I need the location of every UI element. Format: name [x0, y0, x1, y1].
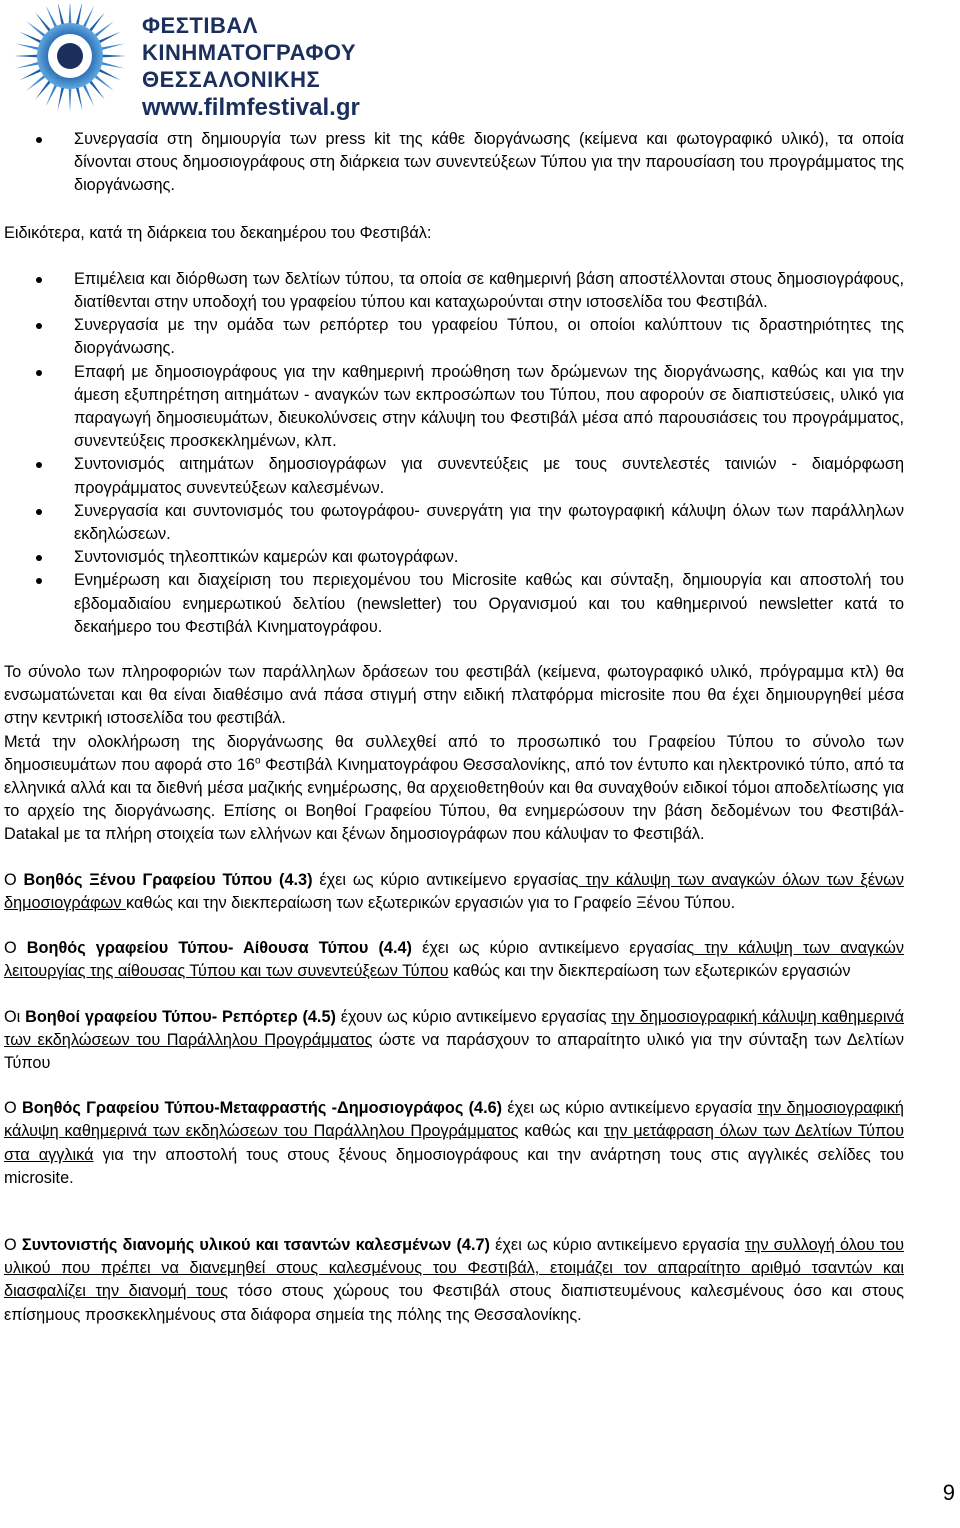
list-item-text: Συντονισμός αιτημάτων δημοσιογράφων για συνεντεύξεις με τους συντελεστές ταινιών - διαμόρφωση προγράμματος συνεντεύξεων καλεσμένων.: [74, 455, 904, 497]
intro-paragraph: Ειδικότερα, κατά τη διάρκεια του δεκαημέρου του Φεστιβάλ:: [4, 223, 432, 242]
role-title: Βοηθός Ξένου Γραφείου Τύπου (4.3): [23, 870, 313, 889]
list-item-text: Συντονισμός τηλεοπτικών καμερών και φωτογράφων.: [74, 548, 459, 567]
logo-ray: [58, 85, 65, 111]
logo-ray: [99, 44, 125, 51]
list-item: [4, 314, 904, 360]
list-item: [4, 500, 904, 546]
archive-text-1: Μετά την ολοκλήρωση της διοργάνωσης θα συλλεχθεί από το προσωπικό του Γραφείου Τύπου το σύνολο των δημοσιευμάτων που αφορά στο 16: [4, 732, 904, 774]
duties-bullet-list: [4, 268, 904, 639]
festival-header: [4, 4, 384, 121]
list-item: [4, 453, 904, 499]
role-underlined-text: την μετάφραση όλων των Δελτίων Τύπου στα αγγλικά: [4, 1122, 904, 1164]
festival-star-logo: [4, 4, 136, 116]
logo-ray: [99, 61, 125, 68]
top-bullet-list: [4, 128, 904, 198]
role-text: για την αποστολή τους στους ξένους δημοσιογράφους και την ανάρτηση τους στις αγγλικές σελίδες του microsite.: [4, 1145, 904, 1187]
role-text: καθώς και την διεκπεραίωση των εξωτερικών εργασιών: [448, 962, 851, 981]
role-text: έχει ως κύριο αντικείμενο εργασίας: [411, 939, 695, 958]
role-text: τόσο στους χώρους του Φεστιβάλ στους διαπιστευμένους καλεσμένους όσο και στους επίσημους προσκεκλημένους στα διάφορα σημεία της πόλης της Θεσσαλονίκης.: [4, 1282, 904, 1324]
role-text: έχουν ως κύριο αντικείμενο εργασίας: [335, 1007, 612, 1026]
role-text: ώστε να παράσχουν το απαραίτητο υλικό για την σύνταξη των Δελτίων Τύπου: [4, 1030, 905, 1072]
role-prefix: Οι: [4, 1007, 26, 1026]
role-paragraph-4-6: [4, 1097, 904, 1190]
bullet-icon: [36, 323, 42, 329]
role-prefix: Ο: [4, 1099, 22, 1118]
role-title: Βοηθός γραφείου Τύπου- Αίθουσα Τύπου (4.4): [26, 939, 412, 958]
archive-text-2: Φεστιβάλ Κινηματογράφου Θεσσαλονίκης, από τον έντυπο και ηλεκτρονικό τύπο, από τα ελληνικά αλλά και τα διεθνή μέσα μαζικής ενημέρωσης, θα αρχειοθετηθούν και θα συναχθούν ειδικοί τόμοι αποδελτίωσης για το αρχείο της διοργάνωσης. Επίσης οι Βοηθοί Γραφείου Τύπου, θα ενημερώσουν την βάση δεδομένων του Φεστιβάλ- Datakal με τα πλήρη στοιχεία των ελλήνων και ξένων δημοσιογράφων που κάλυψαν το Φεστιβάλ.: [4, 755, 904, 844]
list-item: [4, 546, 904, 569]
role-paragraph-4-4: [4, 937, 904, 983]
role-title: Συντονιστής διανομής υλικού και τσαντών καλεσμένων (4.7): [21, 1235, 490, 1254]
festival-name: [142, 12, 360, 122]
list-item: [4, 361, 904, 454]
document-body: [4, 128, 904, 1327]
role-prefix: Ο: [4, 939, 27, 958]
bullet-icon: [36, 509, 42, 515]
bullet-icon: [36, 277, 42, 283]
list-item: [4, 128, 904, 198]
festival-name-line-3: ΘΕΣΣΑΛΟΝΙΚΗΣ: [142, 67, 321, 92]
role-paragraph-4-7: [4, 1234, 904, 1327]
role-underlined-text: την δημοσιογραφική κάλυψη καθημερινά των εκδηλώσεων του Παράλληλου Προγράμματος: [4, 1007, 904, 1049]
logo-ray: [69, 86, 72, 112]
role-text: έχει ως κύριο αντικείμενο εργασία: [502, 1099, 758, 1118]
bullet-icon: [36, 462, 42, 468]
bullet-icon: [36, 555, 42, 561]
festival-name-line-2: ΚΙΝΗΜΑΤΟΓΡΑΦΟΥ: [142, 40, 357, 65]
festival-name-line-1: ΦΕΣΤΙΒΑΛ: [142, 13, 258, 38]
logo-ray: [14, 55, 40, 58]
page-number: 9: [942, 1480, 955, 1505]
role-paragraph-4-3: [4, 869, 904, 915]
role-text: καθώς και: [518, 1122, 604, 1141]
archive-paragraph: [4, 731, 904, 847]
list-item-text: Ενημέρωση και διαχείριση του περιεχομένου του Microsite καθώς και σύνταξη, δημιουργία και αποστολή του εβδομαδιαίου ενημερωτικού δελτίου (newsletter) του Οργανισμού και του καθημερινού newsletter κατά το δεκαήμερο του Φεστιβάλ Κινηματογράφου.: [74, 571, 904, 636]
ordinal-superscript: ο: [254, 755, 261, 767]
role-underlined-text: την κάλυψη των αναγκών λειτουργίας της αίθουσας Τύπου και των συνεντεύξεων Τύπου: [4, 939, 904, 981]
list-item: [4, 569, 904, 639]
logo-ray: [69, 4, 72, 26]
list-item-text: Συνεργασία στη δημιουργία των press kit της κάθε διοργάνωσης (κείμενα και φωτογραφικό υλικό), τα οποία δίνονται στους δημοσιογράφους στη διάρκεια των συνεντεύξεων Τύπου για την παρουσίαση του προγράμματος της διοργάνωσης.: [74, 130, 904, 195]
role-paragraph-4-5: [4, 1006, 904, 1076]
logo-ray: [15, 61, 41, 68]
list-item: [4, 268, 904, 314]
role-title: Βοηθοί γραφείου Τύπου- Ρεπόρτερ (4.5): [25, 1007, 336, 1026]
logo-ray: [100, 55, 126, 58]
role-text: έχει ως κύριο αντικείμενο εργασίας: [312, 870, 579, 889]
bullet-icon: [36, 137, 42, 143]
role-title: Βοηθός Γραφείου Τύπου-Μεταφραστής -Δημοσιογράφος (4.6): [21, 1099, 503, 1118]
bullet-icon: [36, 578, 42, 584]
logo-ray: [75, 85, 82, 111]
list-item-text: Επαφή με δημοσιογράφους για την καθημερινή προώθηση των δρώμενων της διοργάνωσης, καθώς και για την άμεση εξυπηρέτηση αιτημάτων - αναγκών των εκπροσώπων του Τύπου, που αφορούν σε διαπιστεύσεις, υλικό για παραγωγή δημοσιευμάτων, διευκολύνσεις στην κάλυψη του Φεστιβάλ μέσα από παρουσιάσεις του προγράμματος, συνεντεύξεις προσκεκλημένων, κλπ.: [74, 362, 904, 451]
list-item-text: Συνεργασία με την ομάδα των ρεπόρτερ του γραφείου Τύπου, οι οποίοι καλύπτουν τις δραστηριότητες της διοργάνωσης.: [74, 316, 904, 358]
bullet-icon: [36, 370, 42, 376]
role-underlined-text: την συλλογή όλου του υλικού που πρέπει να διανεμηθεί στους καλεσμένους του Φεστιβάλ, ετοιμάζει τον απαραίτητο αριθμό τσαντών και διασφαλίζει την διανομή τους: [4, 1235, 904, 1301]
microsite-paragraph: Το σύνολο των πληροφοριών των παράλληλων δράσεων του φεστιβάλ (κείμενα, φωτογραφικό υλικό, πρόγραμμα κτλ) θα ενσωματώνεται και θα είναι διαθέσιμο ανά πάσα στιγμή στην ειδική πλατφόρμα microsite που θα έχει δημιουργηθεί μέσα στην κεντρική ιστοσελίδα του φεστιβάλ.: [4, 663, 904, 728]
role-text: καθώς και την διεκπεραίωση των εξωτερικών εργασιών για το Γραφείο Ξένου Τύπου.: [126, 893, 736, 912]
festival-url[interactable]: www.filmfestival.gr: [142, 94, 360, 121]
list-item-text: Συνεργασία και συντονισμός του φωτογράφου- συνεργάτη για την φωτογραφική κάλυψη όλων των παράλληλων εκδηλώσεων.: [74, 501, 904, 544]
logo-ray: [15, 44, 41, 51]
role-text: έχει ως κύριο αντικείμενο εργασία: [489, 1235, 745, 1254]
role-prefix: Ο: [4, 870, 24, 889]
role-underlined-text: την δημοσιογραφική κάλυψη καθημερινά των εκδηλώσεων του Παράλληλου Προγράμματος: [4, 1099, 904, 1141]
role-prefix: Ο: [4, 1235, 22, 1254]
role-underlined-text: την κάλυψη των αναγκών όλων των ξένων δημοσιογράφων: [4, 870, 904, 912]
list-item-text: Επιμέλεια και διόρθωση των δελτίων τύπου, τα οποία σε καθημερινή βάση αποστέλλονται στους δημοσιογράφους, διατίθενται στην υποδοχή του γραφείου τύπου και καταχωρούνται στην ιστοσελίδα του Φεστιβάλ.: [74, 269, 904, 312]
